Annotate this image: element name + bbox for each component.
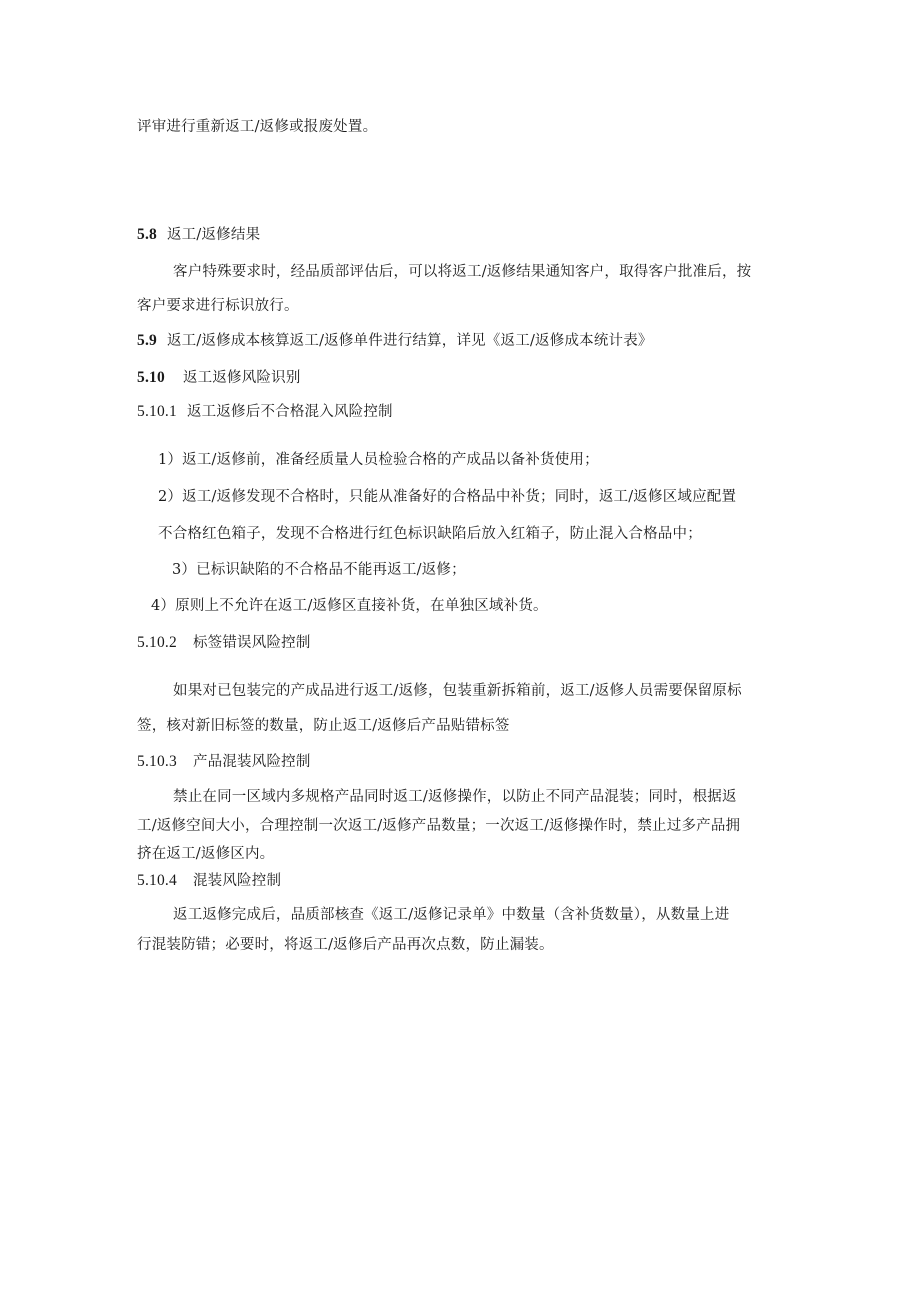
- paragraph-line: 如果对已包装完的产成品进行返工/返修，包装重新拆箱前，返工/返修人员需要保留原标: [173, 683, 742, 699]
- list-item: [172, 560, 466, 580]
- paragraph-line: 返工返修完成后，品质部核查《返工/返修记录单》中数量（含补货数量），从数量上进: [173, 907, 730, 923]
- list-item-text: 原则上不允许在返工/返修区直接补货，在单独区域补货。: [175, 598, 548, 614]
- section-number: 5.10: [137, 369, 165, 386]
- list-item-text: 返工/返修发现不合格时，只能从准备好的合格品中补货；同时，返工/返修区域应配置: [182, 489, 737, 505]
- paragraph-line: 工/返修空间大小，合理控制一次返工/返修产品数量；一次返工/返修操作时，禁止过多产品拥: [137, 818, 741, 834]
- section-5-10-heading: [137, 368, 301, 388]
- list-item: [158, 487, 736, 507]
- list-item-number: 2）: [158, 489, 183, 505]
- section-5-10-2-heading: [137, 633, 311, 653]
- section-title: 产品混装风险控制: [192, 754, 311, 770]
- section-5-8-heading: [137, 225, 260, 245]
- section-5-10-4-heading: [137, 871, 281, 891]
- section-text: 返工/返修成本核算返工/返修单件进行结算，详见《返工/返修成本统计表》: [166, 333, 653, 349]
- list-item: [151, 596, 548, 616]
- section-title: 返工返修风险识别: [182, 370, 301, 386]
- list-item-continuation: 不合格红色箱子，发现不合格进行红色标识缺陷后放入红箱子，防止混入合格品中；: [158, 526, 702, 542]
- list-item-number: 1）: [158, 452, 183, 468]
- paragraph-line: 禁止在同一区域内多规格产品同时返工/返修操作，以防止不同产品混装；同时，根据返: [173, 789, 737, 805]
- section-title: 返工返修后不合格混入风险控制: [186, 404, 393, 420]
- list-item: [158, 450, 599, 470]
- paragraph-line: 客户要求进行标识放行。: [137, 298, 299, 314]
- list-item-text: 已标识缺陷的不合格品不能再返工/返修；: [196, 562, 466, 578]
- continuation-text: 评审进行重新返工/返修或报废处置。: [137, 119, 378, 135]
- paragraph-line: 挤在返工/返修区内。: [137, 846, 275, 862]
- section-5-10-3-heading: [137, 752, 311, 772]
- section-number: 5.10.4: [137, 872, 177, 889]
- section-title: 混装风险控制: [192, 873, 282, 889]
- list-item-number: 3）: [172, 562, 197, 578]
- section-5-9-heading: [137, 331, 653, 351]
- section-title: 标签错误风险控制: [192, 635, 311, 651]
- list-item-text: 返工/返修前，准备经质量人员检验合格的产成品以备补货使用；: [182, 452, 599, 468]
- section-number: 5.9: [137, 332, 157, 349]
- paragraph-line: 签，核对新旧标签的数量，防止返工/返修后产品贴错标签: [137, 718, 510, 734]
- section-number: 5.10.3: [137, 753, 177, 770]
- section-title: 返工/返修结果: [166, 227, 261, 243]
- paragraph-line: 行混装防错；必要时，将返工/返修后产品再次点数，防止漏装。: [137, 937, 554, 953]
- paragraph-line: 客户特殊要求时，经品质部评估后，可以将返工/返修结果通知客户，取得客户批准后，按: [173, 264, 752, 280]
- list-item-number: 4）: [151, 598, 176, 614]
- section-5-10-1-heading: [137, 402, 393, 422]
- section-number: 5.10.1: [137, 403, 177, 420]
- section-number: 5.8: [137, 226, 157, 243]
- section-number: 5.10.2: [137, 634, 177, 651]
